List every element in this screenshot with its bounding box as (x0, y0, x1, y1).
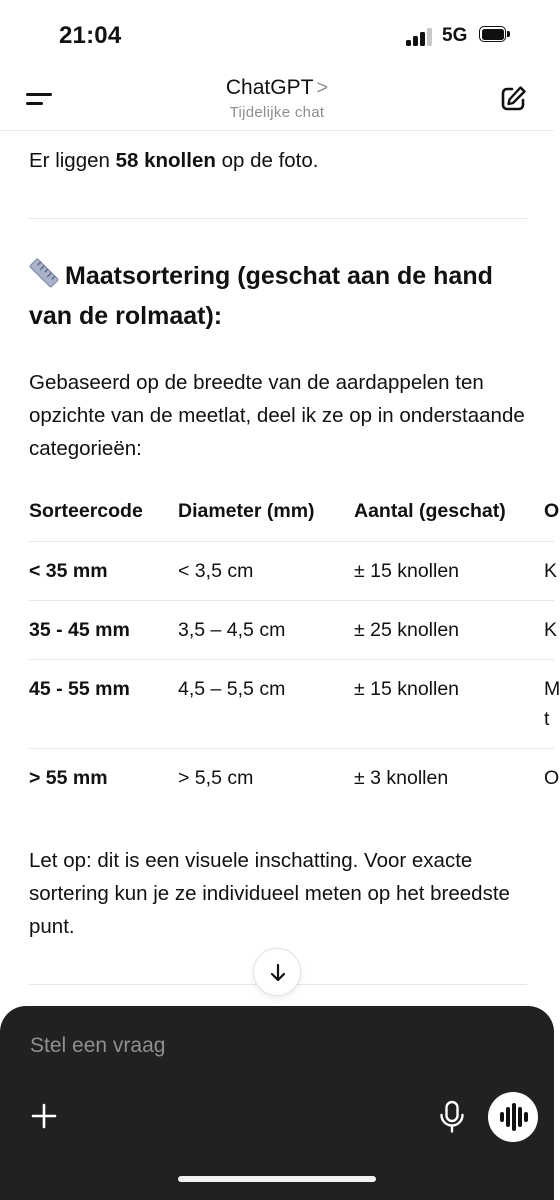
header-cell: Aantal (geschat) (354, 500, 506, 522)
table-row (29, 542, 558, 601)
signal-icon (406, 28, 434, 46)
table-cell: ± 25 knollen (354, 619, 460, 641)
page-title[interactable]: ChatGPT (225, 76, 314, 99)
microphone-icon[interactable] (438, 1100, 466, 1134)
ruler-icon (29, 258, 59, 298)
table-cell: < 35 mm (29, 560, 108, 582)
chat-header (0, 70, 554, 131)
table-cell: K (544, 560, 558, 582)
intro-text: Gebaseerd op de breedte van de aardappelen ten opzichte van de meetlat, deel ik ze op in onderstaande categorieën: (29, 371, 525, 460)
scroll-down-button[interactable] (253, 948, 301, 996)
table-cell: > 55 mm (29, 767, 108, 789)
table-cell: ± 15 knollen (354, 678, 460, 700)
divider (29, 218, 527, 219)
table-row (29, 660, 560, 749)
summary-text: Er liggen 58 knollen op de foto. (29, 149, 319, 172)
chevron-right-icon: > (316, 77, 329, 99)
table-cell: 45 - 55 mm (29, 678, 130, 700)
network-label: 5G (442, 25, 468, 46)
size-table (29, 480, 560, 807)
voice-mode-icon[interactable] (488, 1092, 538, 1142)
table-cell: < 3,5 cm (178, 560, 254, 582)
table-cell: M (544, 678, 560, 700)
status-bar (0, 0, 554, 70)
table-cell: K (544, 619, 558, 641)
new-chat-icon[interactable] (498, 84, 528, 114)
battery-icon (479, 26, 511, 44)
message-input[interactable] (30, 1034, 470, 1058)
table-cell: 3,5 – 4,5 cm (178, 619, 286, 641)
knollen-count: 58 knollen (115, 149, 216, 172)
table-cell: ± 15 knollen (354, 560, 460, 582)
table-cell: ± 3 knollen (354, 767, 449, 789)
plus-icon[interactable] (30, 1102, 58, 1130)
status-time: 21:04 (59, 22, 122, 49)
table-cell: > 5,5 cm (178, 767, 254, 789)
arrow-down-icon (267, 962, 289, 984)
home-indicator (178, 1176, 376, 1182)
section-heading: Maatsortering (geschat aan de hand van de rolmaat): (29, 258, 499, 334)
header-cell: Diameter (mm) (178, 500, 315, 522)
note-text: Let op: dit is een visuele inschatting. Voor exacte sortering kun je ze individueel meten op het breedste punt. (29, 849, 510, 938)
composer (0, 1006, 554, 1200)
table-row (29, 749, 560, 807)
table-cell: 35 - 45 mm (29, 619, 130, 641)
table-row (29, 601, 558, 660)
table-cell: O (544, 767, 560, 789)
table-cell: t (544, 708, 550, 730)
table-cell: 4,5 – 5,5 cm (178, 678, 286, 700)
header-cell: Sorteercode (29, 500, 143, 522)
table-header (29, 480, 560, 542)
chat-subtitle: Tijdelijke chat (229, 104, 325, 121)
model-selector[interactable] (0, 76, 554, 100)
header-cell: O (544, 500, 560, 522)
